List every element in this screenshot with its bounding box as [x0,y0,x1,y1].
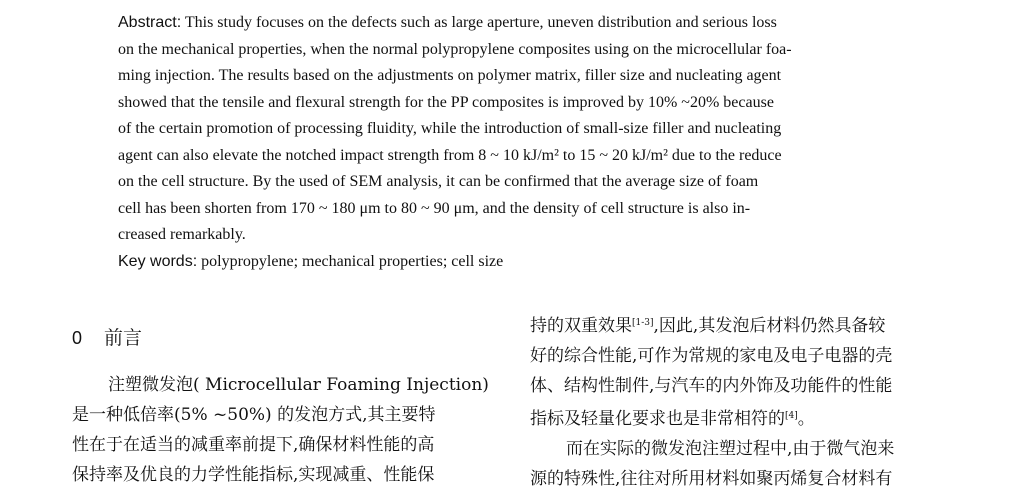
paragraph-line [530,308,958,341]
abstract-text: This study focuses on the defects such as large aperture, uneven distribution and serious loss [181,14,777,31]
section-heading [72,318,500,358]
keywords-label: Key words: [118,252,198,270]
abstract-line: on the mechanical properties, when the normal polypropylene composites using on the microcellular foa- [118,40,792,58]
left-column [72,318,500,490]
abstract-line: creased remarkably. [118,226,246,243]
abstract-line: ming injection. The results based on the adjustments on polymer matrix, filler size and nucleating agent [118,67,782,84]
text-run: 指标及轻量化要求也是非常相符的 [530,409,785,429]
paragraph-line: 保持率及优良的力学性能指标,实现减重、性能保 [72,465,435,485]
abstract-line: showed that the tensile and flexural strength for the PP composites is improved by 10% ~20% because [118,93,774,111]
abstract-line: of the certain promotion of processing fluidity, while the introduction of small-size filler and nucleating [118,120,782,137]
intro-paragraph [72,370,500,490]
paragraph-line [530,401,958,434]
paragraph-line: 好的综合性能,可作为常规的家电及电子电器的壳 [530,346,893,366]
citation: [1-3] [632,318,654,328]
section-number: 0 [72,328,83,348]
keywords-line [118,249,936,276]
right-column [530,308,958,494]
paragraph-line: 是一种低倍率(5% ~50%) 的发泡方式,其主要特 [72,405,436,425]
section-title: 前言 [104,327,143,349]
text-run: 。 [797,409,815,429]
text-run: 持的双重效果 [530,316,632,336]
abstract-line [118,10,936,37]
citation: [4] [785,411,798,421]
paragraph-line: 而在实际的微发泡注塑过程中,由于微气泡来 [566,439,895,459]
abstract-label: Abstract: [118,14,182,31]
abstract-section [118,10,936,275]
abstract-line: cell has been shorten from 170 ~ 180 μm to 80 ~ 90 μm, and the density of cell structure is also in- [118,199,751,217]
paragraph-line: 性在于在适当的减重率前提下,确保材料性能的高 [72,435,435,455]
paragraph-line: 注塑微发泡( Microcellular Foaming Injection) [108,375,489,395]
keywords-text: polypropylene; mechanical properties; cell size [197,252,504,270]
paragraph-line: 源的特殊性,往往对所用材料如聚丙烯复合材料有 [530,469,893,489]
abstract-line: agent can also elevate the notched impact strength from 8 ~ 10 kJ/m² to 15 ~ 20 kJ/m² due to the reduce [118,146,782,164]
paragraph-line: 体、结构性制件,与汽车的内外饰及功能件的性能 [530,376,893,396]
abstract-line: on the cell structure. By the used of SEM analysis, it can be confirmed that the average size of foam [118,173,759,190]
text-run: ,因此,其发泡后材料仍然具备较 [653,316,886,336]
